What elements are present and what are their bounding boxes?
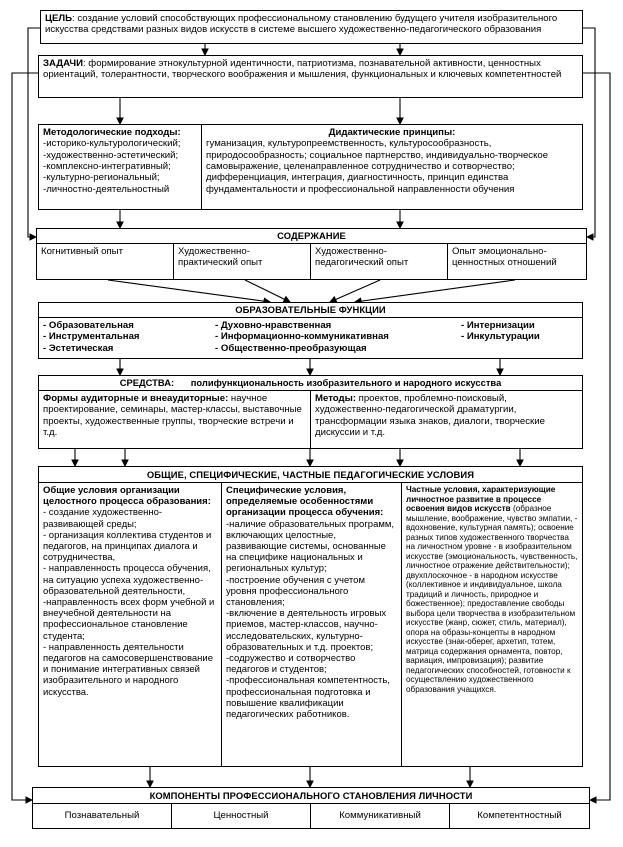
content-item: Когнитивный опыт xyxy=(37,244,174,279)
means-label: СРЕДСТВА: xyxy=(119,377,175,388)
specific-line: -построение обучения с учетом уровня профессионального становления; xyxy=(226,574,365,609)
approaches-principles-box xyxy=(38,124,583,210)
functions-col3 xyxy=(457,318,582,345)
function-item: - Образовательная xyxy=(43,320,134,331)
methodology-item: -личностно-деятельностный xyxy=(43,183,170,195)
content-box xyxy=(36,228,587,280)
specific-title: Специфические условия, определяемые особенностями организации процесса обучения: xyxy=(226,485,384,519)
forms-text: научное проектирование, семинары, мастер-классы, выставочные проекты, художественные группы, творческие встречи и т.д. xyxy=(43,393,302,438)
general-title: Общие условия организации целостного процесса образования: xyxy=(43,485,211,508)
means-header xyxy=(39,376,582,391)
function-item: - Информационно-коммуникативная xyxy=(215,331,389,343)
components-box xyxy=(32,787,590,829)
means-text: полифункциональность изобразительного и народного искусства xyxy=(190,377,502,388)
methods-title: Методы: xyxy=(315,393,356,404)
specific-line: -включение в деятельность игровых приемов, мастер-классов, научно-исследовательских, культурно-образовательных и т.д. проектов; xyxy=(226,608,387,653)
content-item: Художественно-практический опыт xyxy=(174,244,311,279)
private-title: Частные условия, характеризующие личностное развитие в процессе освоения видов искусств xyxy=(406,485,556,514)
general-line: -направленность всех форм учебной и внеучебной деятельности на профессиональное становление студента; xyxy=(43,597,215,642)
component-item: Ценностный xyxy=(172,804,311,828)
conditions-box xyxy=(38,466,583,767)
tasks-box xyxy=(38,55,583,98)
didactic-text: гуманизация, культуропреемственность, культуросообразность, природосообразность; социальное партнерство, индивидуально-творческое самовыражение, целенаправленное сотрудничество и сотворчество; дифференциация, интеграция, диагностичность, принцип единства фундаментальности и профессиональной направленности обучения xyxy=(206,138,549,195)
content-title: СОДЕРЖАНИЕ xyxy=(37,229,586,244)
methodology-cell xyxy=(39,125,202,209)
methodology-item: -комплексно-интегративный; xyxy=(43,160,171,172)
specific-line: -наличие образовательных программ, включающих целостные, развивающие системы, основанные на специфике национальных и региональных культур; xyxy=(226,518,395,575)
function-item: - Общественно-преобразующая xyxy=(215,342,367,354)
methodology-title: Методологические подходы: xyxy=(43,127,181,138)
general-line: - организация коллектива студентов и педагогов, на принципах диалога и сотрудничества, xyxy=(43,529,212,564)
methods-cell xyxy=(311,391,582,448)
function-item: - Духовно-нравственная xyxy=(215,320,332,331)
function-item: - Инструментальная xyxy=(43,331,140,343)
functions-title: ОБРАЗОВАТЕЛЬНЫЕ ФУНКЦИИ xyxy=(39,303,582,318)
private-conditions xyxy=(402,483,582,766)
functions-box xyxy=(38,302,583,359)
function-item: - Интернизации xyxy=(461,320,535,331)
general-line: - направленность процесса обучения, на ситуацию успеха художественно-образовательной деятельности, xyxy=(43,563,211,597)
methodology-item: -культурно-региональный; xyxy=(43,172,160,184)
didactic-title: Дидактические принципы: xyxy=(328,127,456,138)
content-item: Опыт эмоционально-ценностных отношений xyxy=(452,246,557,269)
private-text: (образное мышление, воображение, чувство эмпатии, - вдохновение, культурная память); освоение разных типов художественного творчества на личностном уровне - в изобразительном искусстве (эмоциональность, чувственность, личностное отражение действительности); двухплоскочное - в народном искусстве (коллективное и индивидуальное, школа традиций и личность, природное и божественное); предоставление свободы выбора цели творчества в изобразительном искусстве (жанр, сюжет, стиль, материал), опора на образы-концепты в народном искусстве (знак-оберег, архетип, тотем, матрица содержания орнамента, повтор, вариация, импровизация); развитие педагогических способностей, готовности к осуществлению художественного образования учащихся. xyxy=(406,504,578,694)
conditions-title: ОБЩИЕ, СПЕЦИФИЧЕСКИЕ, ЧАСТНЫЕ ПЕДАГОГИЧЕСКИЕ УСЛОВИЯ xyxy=(39,467,582,483)
goal-text: : создание условий способствующих профессиональному становлению будущего учителя изобразительного искусства средствами разных видов искусств в системе высшего художественно-педагогического образования xyxy=(45,13,558,36)
function-item: - Эстетическая xyxy=(43,342,114,354)
general-conditions xyxy=(39,483,222,766)
means-box xyxy=(38,375,583,449)
forms-title: Формы аудиторные и внеаудиторные: xyxy=(43,393,229,404)
specific-conditions xyxy=(222,483,402,766)
components-title: КОМПОНЕНТЫ ПРОФЕССИОНАЛЬНОГО СТАНОВЛЕНИЯ ЛИЧНОСТИ xyxy=(33,788,589,804)
functions-col1 xyxy=(39,318,209,356)
methods-text: проектов, проблемно-поисковый, художественно-педагогической драматургии, трансформации языка знаков, диалоги, творческие дискуссии и т.д. xyxy=(315,393,545,438)
function-item: - Инкультурации xyxy=(461,331,540,343)
content-item: Художественно-педагогический опыт xyxy=(311,244,448,279)
component-item: Коммуникативный xyxy=(311,804,450,828)
general-line: - создание художественно-развивающей среды; xyxy=(43,507,163,530)
forms-cell xyxy=(39,391,311,448)
tasks-text: : формирование этнокультурной идентичности, патриотизма, познавательной активности, ценностных ориентаций, толерантности, творческого воображения и мышления, функциональных и ключевых компетентностей xyxy=(43,58,562,81)
specific-line: -профессиональная компетентность, профессиональная подготовка и повышение квалификации педагогических работников. xyxy=(226,675,390,721)
goal-box xyxy=(40,10,583,44)
general-line: - направленность деятельности педагогов на самосовершенствование и понимание интегративных связей изобразительного и народного искусства. xyxy=(43,641,214,698)
functions-col2 xyxy=(211,318,431,356)
goal-label: ЦЕЛЬ xyxy=(45,13,73,24)
component-item: Познавательный xyxy=(33,804,172,828)
methodology-item: -историко-культурологический; xyxy=(43,138,181,150)
specific-line: -содружество и сотворчество педагогов и студентов; xyxy=(226,653,356,676)
component-item: Компетентностный xyxy=(477,810,562,821)
didactic-cell xyxy=(202,125,582,209)
tasks-label: ЗАДАЧИ xyxy=(43,58,83,69)
methodology-item: -художественно-эстетический; xyxy=(43,149,179,161)
